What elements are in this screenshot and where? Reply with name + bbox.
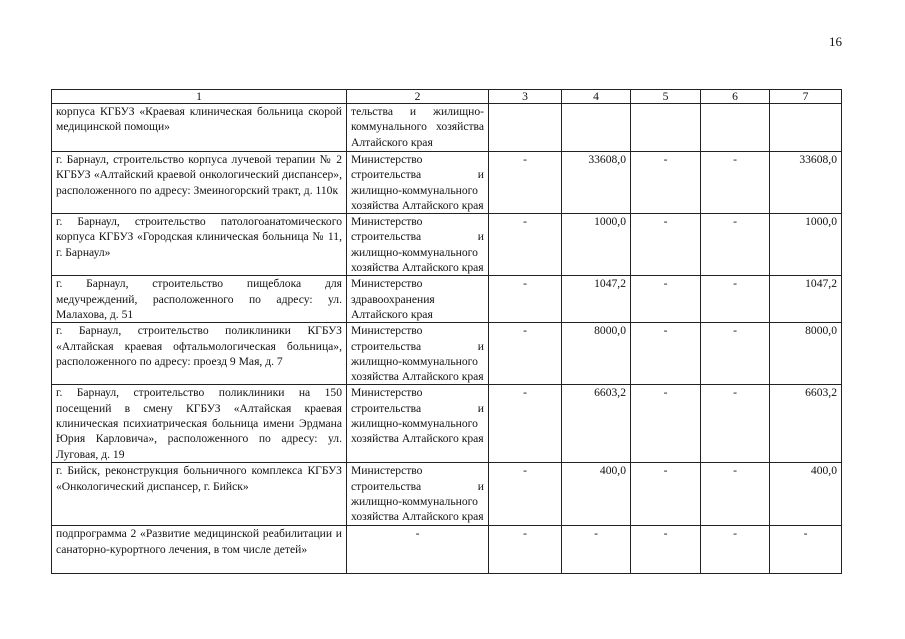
table-row [52, 214, 842, 276]
value-col5: - [631, 385, 701, 463]
value-col4: 400,0 [562, 463, 631, 526]
value-col6 [701, 104, 770, 152]
value-col5: - [631, 214, 701, 276]
value-col4: 1047,2 [562, 276, 631, 323]
value-col7: 400,0 [770, 463, 842, 526]
value-col3: - [489, 323, 562, 385]
responsible-ministry: Министерство строительства и жилищно-коммунального хозяйства Алтайского края [347, 385, 489, 463]
value-col6: - [701, 214, 770, 276]
value-col6: - [701, 463, 770, 526]
responsible-ministry: тельства и жилищно-коммунального хозяйства Алтайского края [347, 104, 489, 152]
responsible-ministry: - [347, 526, 489, 574]
value-col6: - [701, 385, 770, 463]
column-number: 3 [489, 90, 562, 104]
table-row [52, 323, 842, 385]
column-number: 4 [562, 90, 631, 104]
value-col6: - [701, 276, 770, 323]
table-row [52, 463, 842, 526]
value-col5: - [631, 323, 701, 385]
table-row [52, 526, 842, 574]
column-number: 5 [631, 90, 701, 104]
project-name: г. Барнаул, строительство патологоанатомического корпуса КГБУЗ «Городская клиническая больница № 11, г. Барнаул» [52, 214, 347, 276]
value-col7: - [770, 526, 842, 574]
responsible-ministry: Министерство строительства и жилищно-коммунального хозяйства Алтайского края [347, 463, 489, 526]
project-name: корпуса КГБУЗ «Краевая клиническая больница скорой медицинской помощи» [52, 104, 347, 152]
value-col4 [562, 104, 631, 152]
value-col7 [770, 104, 842, 152]
value-col7: 8000,0 [770, 323, 842, 385]
responsible-ministry: Министерство строительства и жилищно-коммунального хозяйства Алтайского края [347, 323, 489, 385]
table-row [52, 104, 842, 152]
value-col3: - [489, 463, 562, 526]
value-col3: - [489, 385, 562, 463]
column-number: 2 [347, 90, 489, 104]
responsible-ministry: Министерство здравоохранения Алтайского края [347, 276, 489, 323]
value-col5: - [631, 526, 701, 574]
project-name: г. Барнаул, строительство корпуса лучевой терапии № 2 КГБУЗ «Алтайский краевой онкологический диспансер», расположенного по адресу: Змеиногорский тракт, д. 110к [52, 152, 347, 214]
value-col5 [631, 104, 701, 152]
value-col7: 1000,0 [770, 214, 842, 276]
value-col3: - [489, 214, 562, 276]
value-col7: 1047,2 [770, 276, 842, 323]
project-name: г. Барнаул, строительство поликлиники КГБУЗ «Алтайская краевая офтальмологическая больница», расположенного по адресу: проезд 9 Мая, д. 7 [52, 323, 347, 385]
project-name: г. Барнаул, строительство поликлиники на 150 посещений в смену КГБУЗ «Алтайская краевая клиническая психиатрическая больница имени Эрдмана Юрия Карловича», расположенного по адресу: ул. Луговая, д. 19 [52, 385, 347, 463]
table-row [52, 385, 842, 463]
column-number: 1 [52, 90, 347, 104]
value-col5: - [631, 463, 701, 526]
value-col4: - [562, 526, 631, 574]
project-name: подпрограмма 2 «Развитие медицинской реабилитации и санаторно-курортного лечения, в том числе детей» [52, 526, 347, 574]
value-col4: 33608,0 [562, 152, 631, 214]
page-number: 16 [829, 34, 842, 49]
value-col4: 6603,2 [562, 385, 631, 463]
table-header-row [52, 90, 842, 104]
table-row [52, 152, 842, 214]
value-col4: 8000,0 [562, 323, 631, 385]
responsible-ministry: Министерство строительства и жилищно-коммунального хозяйства Алтайского края [347, 152, 489, 214]
value-col6: - [701, 526, 770, 574]
value-col5: - [631, 152, 701, 214]
value-col4: 1000,0 [562, 214, 631, 276]
budget-table [51, 89, 842, 574]
responsible-ministry: Министерство строительства и жилищно-коммунального хозяйства Алтайского края [347, 214, 489, 276]
value-col7: 33608,0 [770, 152, 842, 214]
value-col3: - [489, 526, 562, 574]
project-name: г. Бийск, реконструкция больничного комплекса КГБУЗ «Онкологический диспансер, г. Бийск» [52, 463, 347, 526]
value-col6: - [701, 152, 770, 214]
value-col7: 6603,2 [770, 385, 842, 463]
column-number: 6 [701, 90, 770, 104]
value-col6: - [701, 323, 770, 385]
value-col3: - [489, 276, 562, 323]
value-col3: - [489, 152, 562, 214]
table-row [52, 276, 842, 323]
column-number: 7 [770, 90, 842, 104]
project-name: г. Барнаул, строительство пищеблока для медучреждений, расположенного по адресу: ул. Малахова, д. 51 [52, 276, 347, 323]
value-col3 [489, 104, 562, 152]
value-col5: - [631, 276, 701, 323]
